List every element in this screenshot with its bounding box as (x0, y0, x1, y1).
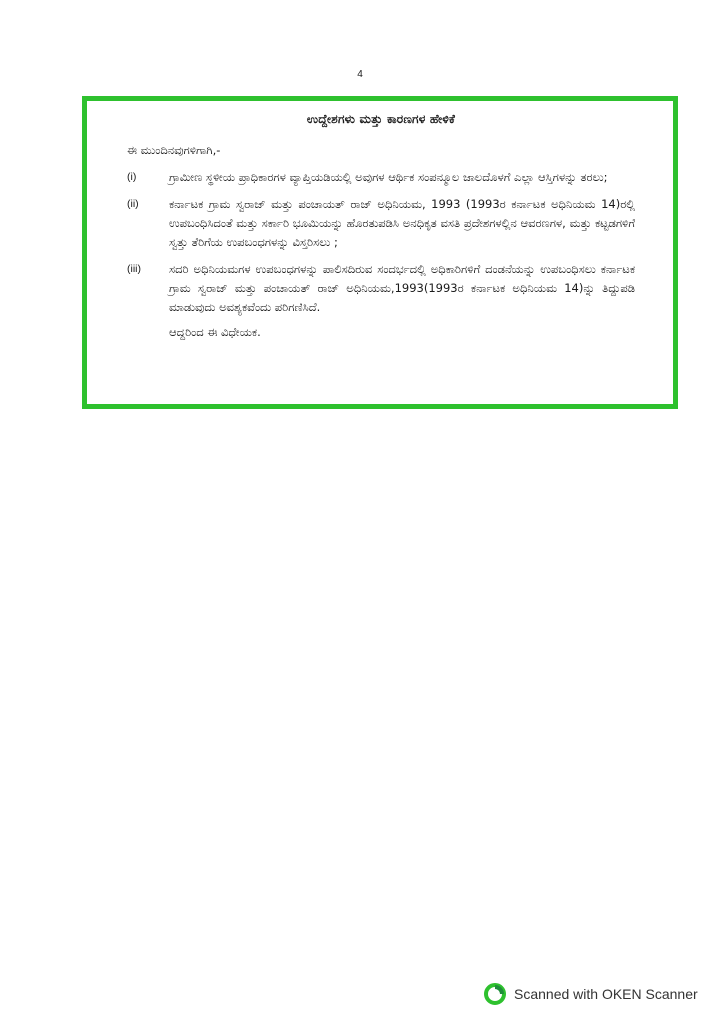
item-text: ಸದರಿ ಅಧಿನಿಯಮಗಳ ಉಪಬಂಧಗಳನ್ನು ಪಾಲಿಸದಿರುವ ಸಂದರ್ಭದಲ್ಲಿ ಅಧಿಕಾರಿಗಳಿಗೆ ದಂಡನೆಯನ್ನು ಉಪಬಂಧಿಸಲು ಕರ್ನಾಟಕ ಗ್ರಾಮ ಸ್ವರಾಜ್ ಮತ್ತು ಪಂಚಾಯತ್ ರಾಜ್ ಅಧಿನಿಯಮ,1993(1993ರ ಕರ್ನಾಟಕ ಅಧಿನಿಯಮ 14)ನ್ನು ತಿದ್ದುಪಡಿ ಮಾಡುವುದು ಅವಶ್ಯಕವೆಂದು ಪರಿಗಣಿಸಿದೆ. (169, 262, 635, 314)
scanner-watermark (484, 983, 698, 1005)
item-number: (iii) (127, 263, 141, 275)
statement-intro: ಈ ಮುಂದಿನವುಗಳಿಗಾಗಿ,- (127, 143, 221, 157)
list-item (127, 260, 635, 317)
closing-line: ಆದ್ದರಿಂದ ಈ ವಿಧೇಯಕ. (169, 325, 261, 339)
item-number: (i) (127, 171, 137, 183)
list-item (127, 195, 635, 252)
oken-scanner-logo-icon (484, 983, 506, 1005)
item-text: ಕರ್ನಾಟಕ ಗ್ರಾಮ ಸ್ವರಾಜ್ ಮತ್ತು ಪಂಚಾಯತ್ ರಾಜ್ ಅಧಿನಿಯಮ, 1993 (1993ರ ಕರ್ನಾಟಕ ಅಧಿನಿಯಮ 14)ರಲ್ಲಿ ಉಪಬಂಧಿಸಿದಂತೆ ಮತ್ತು ಸರ್ಕಾರಿ ಭೂಮಿಯನ್ನು ಹೊರತುಪಡಿಸಿ ಅನಧಿಕೃತ ವಸತಿ ಪ್ರದೇಶಗಳಲ್ಲಿನ ಆವರಣಗಳ, ಮತ್ತು ಕಟ್ಟಡಗಳಿಗೆ ಸ್ವತ್ತು ತೆರಿಗೆಯ ಉಪಬಂಧಗಳನ್ನು ವಿಸ್ತರಿಸಲು ; (169, 197, 635, 249)
watermark-text: Scanned with OKEN Scanner (514, 986, 698, 1002)
item-text: ಗ್ರಾಮೀಣ ಸ್ಥಳೀಯ ಪ್ರಾಧಿಕಾರಗಳ ವ್ಯಾಪ್ತಿಯಡಿಯಲ್ಲಿ ಅವುಗಳ ಆರ್ಥಿಕ ಸಂಪನ್ಮೂಲ ಜಾಲದೊಳಗೆ ಎಲ್ಲಾ ಆಸ್ತಿಗಳನ್ನು ತರಲು; (169, 170, 608, 184)
statement-box (82, 96, 678, 409)
list-item (127, 168, 635, 187)
statement-heading: ಉದ್ದೇಶಗಳು ಮತ್ತು ಕಾರಣಗಳ ಹೇಳಿಕೆ (306, 112, 456, 126)
page-number: 4 (357, 69, 363, 80)
item-number: (ii) (127, 198, 139, 210)
